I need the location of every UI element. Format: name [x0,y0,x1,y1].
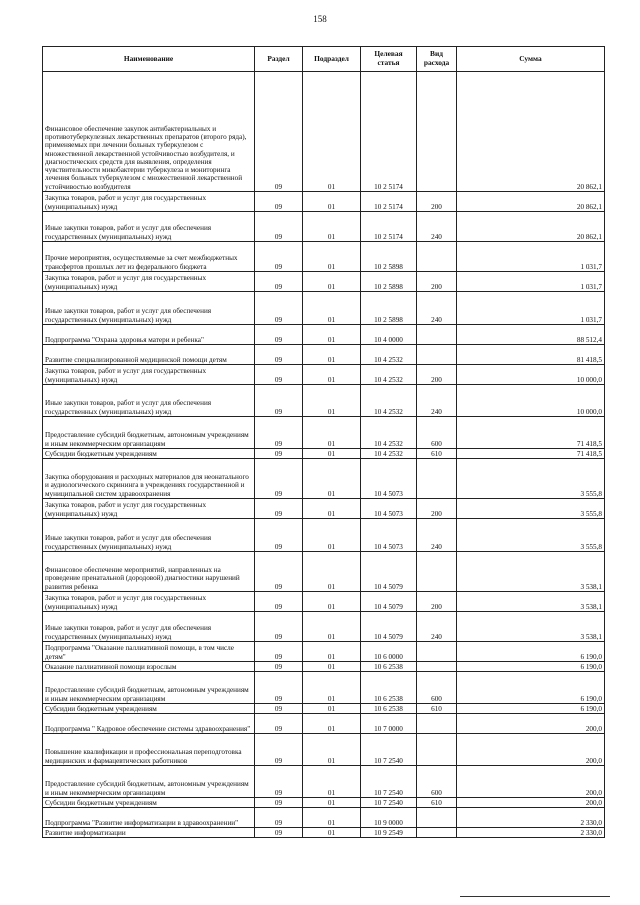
row-target: 10 7 0000 [361,714,417,734]
row-sum: 3 538,1 [457,592,605,612]
row-subsection: 01 [303,192,361,212]
header-sum: Сумма [457,47,605,72]
row-name: Закупка товаров, работ и услуг для государственных (муниципальных) нужд [43,592,255,612]
row-name: Закупка товаров, работ и услуг для государственных (муниципальных) нужд [43,499,255,519]
row-sum: 1 031,7 [457,242,605,272]
table-row [43,292,605,325]
row-section: 09 [255,672,303,704]
table-row [43,192,605,212]
row-name: Предоставление субсидий бюджетным, автономным учреждениям и иным некоммерческим организациям [43,417,255,449]
row-name: Закупка товаров, работ и услуг для государственных (муниципальных) нужд [43,272,255,292]
row-name: Иные закупки товаров, работ и услуг для обеспечения государственных (муниципальных) нужд [43,612,255,642]
row-target: 10 4 2532 [361,365,417,385]
row-target: 10 4 2532 [361,345,417,365]
row-target: 10 4 2532 [361,417,417,449]
table-header-row [43,47,605,72]
row-type [417,459,457,499]
row-target: 10 7 2540 [361,798,417,808]
row-type: 200 [417,272,457,292]
row-name: Подпрограмма " Кадровое обеспечение системы здравоохранения" [43,714,255,734]
row-subsection: 01 [303,449,361,459]
header-subsection: Подраздел [303,47,361,72]
row-name: Финансовое обеспечение мероприятий, направленных на проведение пренатальной (дородовой) диагностики нарушений развития ребенка [43,552,255,592]
header-name: Наименование [43,47,255,72]
row-name: Закупка товаров, работ и услуг для государственных (муниципальных) нужд [43,365,255,385]
row-sum: 6 190,0 [457,672,605,704]
row-section: 09 [255,292,303,325]
row-name: Развитие информатизации [43,828,255,838]
row-target: 10 4 5073 [361,499,417,519]
row-sum: 200,0 [457,714,605,734]
row-subsection: 01 [303,798,361,808]
table-row [43,365,605,385]
row-section: 09 [255,734,303,766]
row-target: 10 4 0000 [361,325,417,345]
row-subsection: 01 [303,459,361,499]
row-sum: 6 190,0 [457,704,605,714]
row-target: 10 7 2540 [361,734,417,766]
row-type: 600 [417,766,457,798]
row-subsection: 01 [303,642,361,662]
row-subsection: 01 [303,499,361,519]
row-name: Развитие специализированной медицинской помощи детям [43,345,255,365]
row-name: Субсидии бюджетным учреждениям [43,704,255,714]
row-name: Подпрограмма "Охрана здоровья матери и ребенка" [43,325,255,345]
row-section: 09 [255,272,303,292]
table-row [43,642,605,662]
row-target: 10 2 5174 [361,72,417,192]
table-row [43,714,605,734]
row-target: 10 2 5898 [361,242,417,272]
row-target: 10 4 5079 [361,612,417,642]
table-row [43,449,605,459]
table-row [43,417,605,449]
row-subsection: 01 [303,365,361,385]
row-section: 09 [255,519,303,552]
table-row [43,592,605,612]
table-row [43,345,605,365]
row-sum: 20 862,1 [457,192,605,212]
row-name: Субсидии бюджетным учреждениям [43,798,255,808]
row-subsection: 01 [303,325,361,345]
row-target: 10 4 5079 [361,552,417,592]
row-type: 600 [417,417,457,449]
footer-rule [460,896,610,897]
row-sum: 20 862,1 [457,212,605,242]
row-type: 240 [417,385,457,417]
table-row [43,766,605,798]
row-sum: 2 330,0 [457,808,605,828]
row-subsection: 01 [303,519,361,552]
row-type [417,72,457,192]
budget-table [42,46,605,838]
row-name: Субсидии бюджетным учреждениям [43,449,255,459]
row-section: 09 [255,325,303,345]
row-sum: 200,0 [457,766,605,798]
row-sum: 200,0 [457,798,605,808]
row-name: Иные закупки товаров, работ и услуг для обеспечения государственных (муниципальных) нужд [43,212,255,242]
row-type [417,325,457,345]
row-sum: 2 330,0 [457,828,605,838]
row-section: 09 [255,242,303,272]
row-section: 09 [255,192,303,212]
row-name: Подпрограмма "Оказание паллиативной помощи, в том числе детям" [43,642,255,662]
table-row [43,519,605,552]
row-subsection: 01 [303,808,361,828]
row-section: 09 [255,642,303,662]
row-name: Закупка оборудования и расходных материалов для неонатального и аудиологического скрининга в учреждениях государственной и муниципальной систем здравоохранения [43,459,255,499]
row-name: Подпрограмма "Развитие информатизации в здравоохранении" [43,808,255,828]
row-sum: 1 031,7 [457,292,605,325]
row-section: 09 [255,828,303,838]
row-type [417,714,457,734]
row-section: 09 [255,417,303,449]
row-target: 10 6 2538 [361,704,417,714]
row-type [417,828,457,838]
row-subsection: 01 [303,292,361,325]
row-target: 10 4 2532 [361,449,417,459]
row-type [417,345,457,365]
table-row [43,552,605,592]
row-target: 10 4 5073 [361,519,417,552]
row-sum: 71 418,5 [457,417,605,449]
row-type [417,734,457,766]
row-name: Прочие мероприятия, осуществляемые за счет межбюджетных трансфертов прошлых лет из федерального бюджета [43,242,255,272]
row-sum: 10 000,0 [457,385,605,417]
row-subsection: 01 [303,672,361,704]
row-subsection: 01 [303,212,361,242]
row-section: 09 [255,766,303,798]
row-type: 200 [417,499,457,519]
row-name: Иные закупки товаров, работ и услуг для обеспечения государственных (муниципальных) нужд [43,519,255,552]
row-section: 09 [255,499,303,519]
row-section: 09 [255,212,303,242]
row-sum: 81 418,5 [457,345,605,365]
row-subsection: 01 [303,72,361,192]
header-expense-type: Вид расхода [417,47,457,72]
row-name: Предоставление субсидий бюджетным, автономным учреждениям и иным некоммерческим организациям [43,766,255,798]
table-row [43,72,605,192]
row-subsection: 01 [303,734,361,766]
row-subsection: 01 [303,828,361,838]
row-sum: 10 000,0 [457,365,605,385]
row-name: Повышение квалификации и профессиональная переподготовка медицинских и фармацевтических работников [43,734,255,766]
row-sum: 20 862,1 [457,72,605,192]
table-row [43,325,605,345]
row-sum: 1 031,7 [457,272,605,292]
table-row [43,612,605,642]
table-row [43,798,605,808]
row-target: 10 9 0000 [361,808,417,828]
table-row [43,808,605,828]
row-type [417,808,457,828]
row-section: 09 [255,385,303,417]
row-target: 10 4 5073 [361,459,417,499]
table-row [43,212,605,242]
row-type: 610 [417,449,457,459]
row-section: 09 [255,365,303,385]
table-row [43,828,605,838]
table-row [43,704,605,714]
header-section: Раздел [255,47,303,72]
row-type: 200 [417,592,457,612]
row-subsection: 01 [303,552,361,592]
row-type: 240 [417,292,457,325]
row-section: 09 [255,459,303,499]
row-type [417,642,457,662]
row-section: 09 [255,662,303,672]
row-section: 09 [255,808,303,828]
table-row [43,672,605,704]
row-type: 240 [417,212,457,242]
row-subsection: 01 [303,242,361,272]
row-target: 10 4 2532 [361,385,417,417]
table-row [43,459,605,499]
row-type [417,662,457,672]
row-target: 10 2 5174 [361,212,417,242]
table-row [43,662,605,672]
row-section: 09 [255,449,303,459]
row-target: 10 6 2538 [361,672,417,704]
row-subsection: 01 [303,592,361,612]
row-target: 10 4 5079 [361,592,417,612]
row-section: 09 [255,592,303,612]
row-sum: 3 538,1 [457,552,605,592]
row-section: 09 [255,345,303,365]
row-sum: 3 555,8 [457,459,605,499]
row-type: 240 [417,612,457,642]
row-type: 600 [417,672,457,704]
row-name: Финансовое обеспечение закупок антибактериальных и противотуберкулезных лекарственных препаратов (второго ряда), применяемых при лечении больных туберкулезом с множественной лекарственной устойчивостью возбудителя, и диагностических средств для выявления, определения чувствительности микобактерии туберкулеза и мониторинга лечения больных туберкулезом с множественной лекарственной устойчивостью возбудителя [43,72,255,192]
row-sum: 3 555,8 [457,499,605,519]
table-row [43,272,605,292]
row-type: 610 [417,798,457,808]
row-sum: 6 190,0 [457,662,605,672]
row-subsection: 01 [303,612,361,642]
row-target: 10 2 5174 [361,192,417,212]
row-section: 09 [255,714,303,734]
table-row [43,385,605,417]
row-name: Иные закупки товаров, работ и услуг для обеспечения государственных (муниципальных) нужд [43,292,255,325]
row-target: 10 2 5898 [361,292,417,325]
table-row [43,499,605,519]
row-name: Иные закупки товаров, работ и услуг для обеспечения государственных (муниципальных) нужд [43,385,255,417]
row-section: 09 [255,798,303,808]
table-row [43,734,605,766]
row-type: 610 [417,704,457,714]
row-type [417,242,457,272]
row-sum: 88 512,4 [457,325,605,345]
row-sum: 71 418,5 [457,449,605,459]
page-number: 158 [313,14,327,24]
row-subsection: 01 [303,417,361,449]
row-section: 09 [255,612,303,642]
row-section: 09 [255,704,303,714]
row-target: 10 6 2538 [361,662,417,672]
header-target: Целевая статья [361,47,417,72]
row-subsection: 01 [303,714,361,734]
row-subsection: 01 [303,704,361,714]
row-sum: 200,0 [457,734,605,766]
table-row [43,242,605,272]
row-sum: 3 538,1 [457,612,605,642]
row-section: 09 [255,72,303,192]
row-subsection: 01 [303,385,361,417]
row-subsection: 01 [303,766,361,798]
row-target: 10 7 2540 [361,766,417,798]
row-type: 240 [417,519,457,552]
row-section: 09 [255,552,303,592]
row-type: 200 [417,192,457,212]
row-type: 200 [417,365,457,385]
row-name: Закупка товаров, работ и услуг для государственных (муниципальных) нужд [43,192,255,212]
row-sum: 3 555,8 [457,519,605,552]
row-subsection: 01 [303,662,361,672]
row-target: 10 9 2549 [361,828,417,838]
row-name: Предоставление субсидий бюджетным, автономным учреждениям и иным некоммерческим организациям [43,672,255,704]
row-sum: 6 190,0 [457,642,605,662]
row-name: Оказание паллиативной помощи взрослым [43,662,255,672]
row-subsection: 01 [303,272,361,292]
row-target: 10 2 5898 [361,272,417,292]
row-subsection: 01 [303,345,361,365]
row-target: 10 6 0000 [361,642,417,662]
row-type [417,552,457,592]
